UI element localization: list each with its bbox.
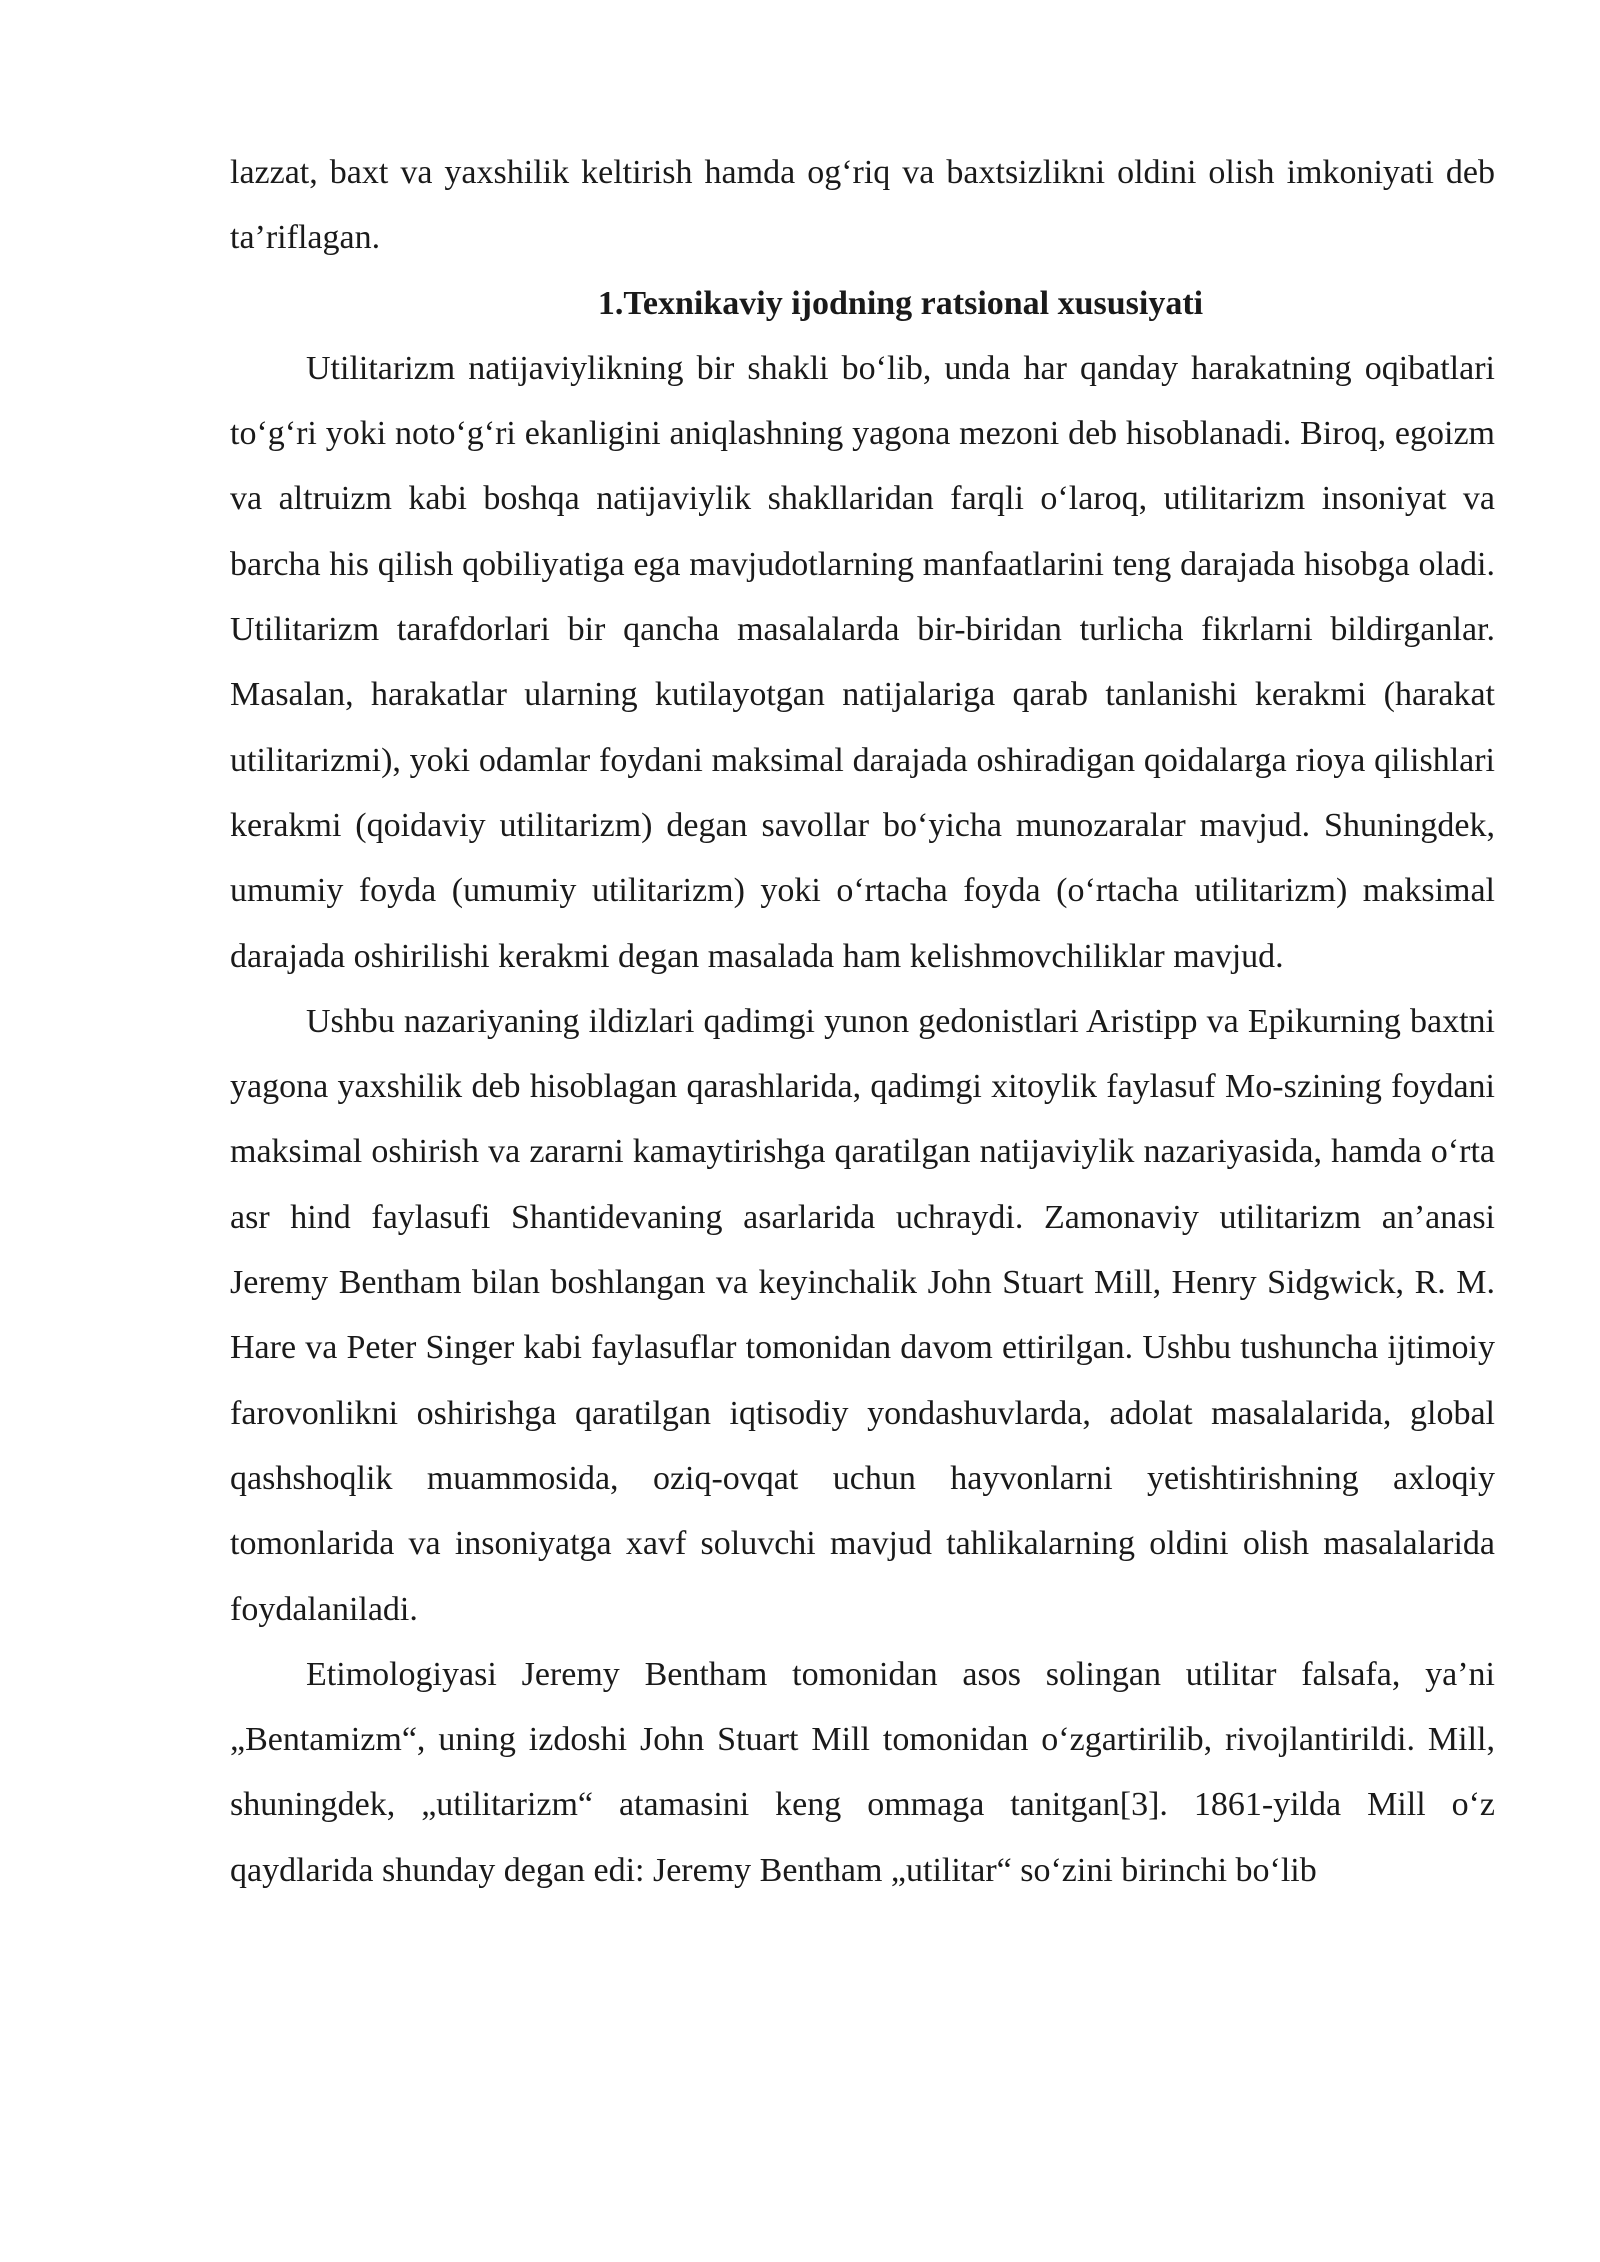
paragraph-utilitarianism-definition: Utilitarizm natijaviylikning bir shakli bo‘lib, unda har qanday harakatning oqibatlari to‘g‘ri yoki noto‘g‘ri ekanligini aniqlashning yagona mezoni deb hisoblanadi. Biroq, egoizm va altruizm kabi boshqa natijaviylik shakllaridan farqli o‘laroq, utilitarizm insoniyat va barcha his qilish qobiliyatiga ega mavjudotlarning manfaatlarini teng darajada hisobga oladi. Utilitarizm tarafdorlari bir qancha masalalarda bir-biridan turlicha fikrlarni bildirganlar. Masalan, harakatlar ularning kutilayotgan natijalariga qarab tanlanishi kerakmi (harakat utilitarizmi), yoki odamlar foydani maksimal darajada oshiradigan qoidalarga rioya qilishlari kerakmi (qoidaviy utilitarizm) degan savollar bo‘yicha munozaralar mavjud. Shuningdek, umumiy foyda (umumiy utilitarizm) yoki o‘rtacha foyda (o‘rtacha utilitarizm) maksimal darajada oshirilishi kerakmi degan masalada ham kelishmovchiliklar mavjud. [230,349,1495,975]
section-heading: 1.Texnikaviy ijodning ratsional xususiyati [597,284,1204,322]
paragraph-etymology: Etimologiyasi Jeremy Bentham tomonidan asos solingan utilitar falsafa, ya’ni „Bentamizm“, uning izdoshi John Stuart Mill tomonidan o‘zgartirilib, rivojlantirildi. Mill, shuningdek, „utilitarizm“ atamasini keng ommaga tanitgan[3]. 1861-yilda Mill o‘z qaydlarida shunday degan edi: Jeremy Bentham „utilitar“ so‘zini birinchi bo‘lib [230,1655,1495,1889]
paragraph-history: Ushbu nazariyaning ildizlari qadimgi yunon gedonistlari Aristipp va Epikurning baxtni yagona yaxshilik deb hisoblagan qarashlarida, qadimgi xitoylik faylasuf Mo-szining foydani maksimal oshirish va zararni kamaytirishga qaratilgan natijaviylik nazariyasida, hamda o‘rta asr hind faylasufi Shantidevaning asarlarida uchraydi. Zamonaviy utilitarizm an’anasi Jeremy Bentham bilan boshlangan va keyinchalik John Stuart Mill, Henry Sidgwick, R. M. Hare va Peter Singer kabi faylasuflar tomonidan davom ettirilgan. Ushbu tushuncha ijtimoiy farovonlikni oshirishga qaratilgan iqtisodiy yondashuvlarda, adolat masalalarida, global qashshoqlik muammosida, oziq-ovqat uchun hayvonlarni yetishtirishning axloqiy tomonlarida va insoniyatga xavf soluvchi mavjud tahlikalarning oldini olish masalalarida foydalaniladi. [230,1002,1495,1628]
document-page [230,140,1495,1903]
paragraph-continued: lazzat, baxt va yaxshilik keltirish hamda og‘riq va baxtsizlikni oldini olish imkoniyati deb ta’riflagan. [230,154,1495,257]
